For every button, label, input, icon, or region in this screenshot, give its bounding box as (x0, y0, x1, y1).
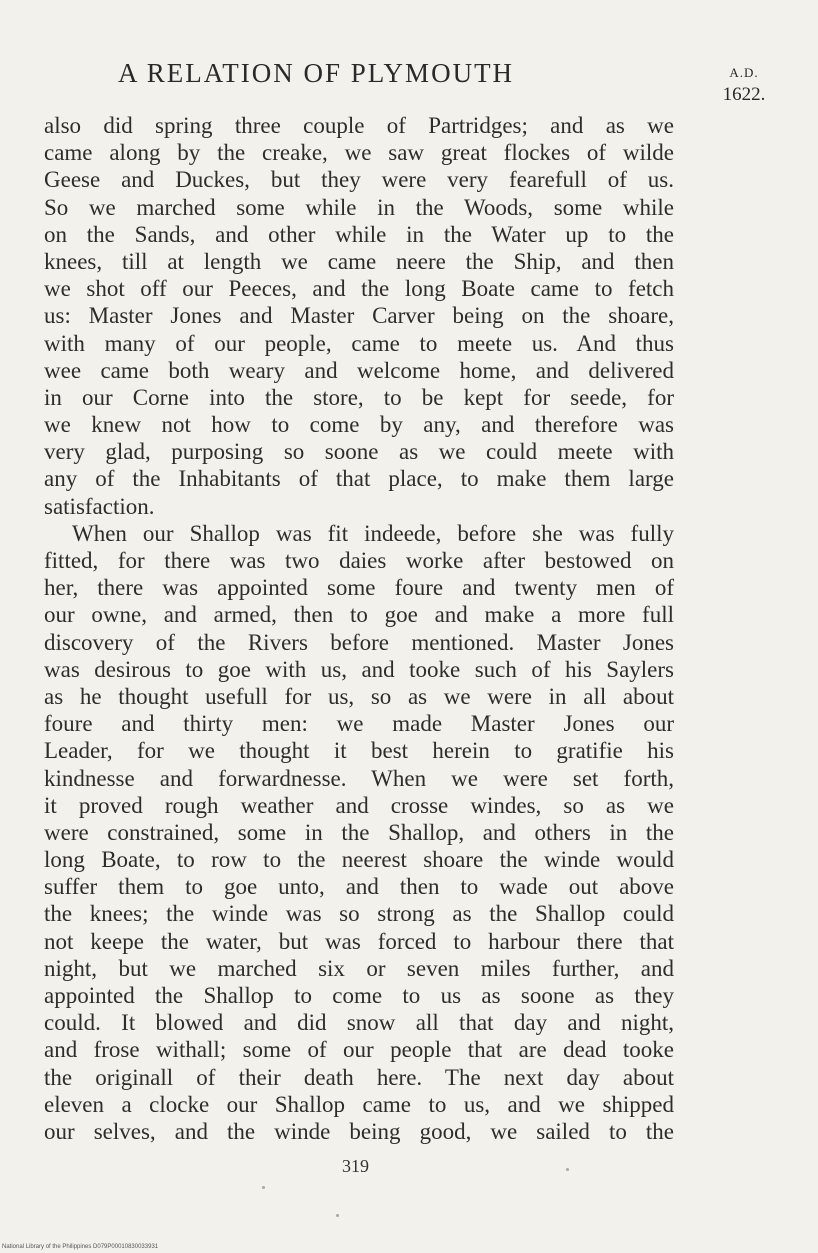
text-line: suffer them to goe unto, and then to wade out above (44, 874, 674, 900)
paper-speck (262, 1186, 265, 1189)
text-line: as he thought usefull for us, so as we were in all about (44, 683, 674, 709)
text-line: and frose withall; some of our people that are dead tooke (44, 1037, 674, 1063)
text-line: the knees; the winde was so strong as the Shallop could (44, 901, 674, 927)
text-line: came along by the creake, we saw great flockes of wilde (44, 140, 674, 166)
text-line: Geese and Duckes, but they were very fearefull of us. (44, 167, 674, 193)
text-line: could. It blowed and did snow all that day and night, (44, 1010, 674, 1036)
text-line: not keepe the water, but was forced to harbour there that (44, 928, 674, 954)
text-line: our selves, and the winde being good, we sailed to the (44, 1118, 674, 1144)
text-line: long Boate, to row to the neerest shoare the winde would (44, 847, 674, 873)
text-line: very glad, purposing so soone as we could meete with (44, 439, 674, 465)
body-text (44, 112, 674, 1145)
text-line: the originall of their death here. The next day about (44, 1064, 674, 1090)
text-line: appointed the Shallop to come to us as soone as they (44, 983, 674, 1008)
text-line: foure and thirty men: we made Master Jones our (44, 711, 674, 737)
page-number: 319 (342, 1156, 369, 1176)
text-line: was desirous to goe with us, and tooke such of his Saylers (44, 656, 674, 682)
text-line: fitted, for there was two daies worke after bestowed on (44, 548, 674, 573)
text-line: knees, till at length we came neere the Ship, and then (44, 248, 674, 274)
paper-speck (566, 1168, 569, 1171)
margin-date-year: 1622. (722, 84, 766, 105)
text-line: satisfaction. (44, 493, 155, 519)
text-line: on the Sands, and other while in the Water up to the (44, 221, 674, 247)
text-line: eleven a clocke our Shallop came to us, and we shipped (44, 1091, 674, 1117)
text-line: it proved rough weather and crosse windes, so as we (44, 792, 674, 818)
running-head-title: A RELATION OF PLYMOUTH (118, 58, 515, 88)
text-line: also did spring three couple of Partridges; and as we (44, 113, 674, 138)
text-line: in our Corne into the store, to be kept for seede, for (44, 384, 674, 410)
text-line: our owne, and armed, then to goe and make a more full (44, 602, 674, 628)
text-line: When our Shallop was fit indeede, before she was fully (72, 520, 674, 546)
margin-date (712, 62, 776, 106)
text-line: Leader, for we thought it best herein to gratifie his (44, 738, 674, 764)
text-line: wee came both weary and welcome home, and delivered (44, 357, 674, 383)
text-line: night, but we marched six or seven miles further, and (44, 955, 674, 981)
text-line: discovery of the Rivers before mentioned. Master Jones (44, 629, 674, 655)
text-line: kindnesse and forwardnesse. When we were set forth, (44, 765, 674, 791)
text-line: we knew not how to come by any, and therefore was (44, 412, 674, 438)
margin-date-label: A.D. (729, 65, 759, 80)
scan-credit: National Library of the Philippines D079P00010830033931 (2, 1244, 159, 1250)
text-line: with many of our people, came to meete us. And thus (44, 330, 674, 356)
paper-speck (336, 1214, 339, 1217)
text-line: were constrained, some in the Shallop, and others in the (44, 819, 674, 845)
text-line: we shot off our Peeces, and the long Boate came to fetch (44, 276, 674, 302)
text-line: us: Master Jones and Master Carver being on the shoare, (44, 303, 674, 329)
text-line: her, there was appointed some foure and twenty men of (44, 575, 674, 601)
text-line: So we marched some while in the Woods, some while (44, 194, 674, 220)
text-line: any of the Inhabitants of that place, to make them large (44, 466, 674, 492)
